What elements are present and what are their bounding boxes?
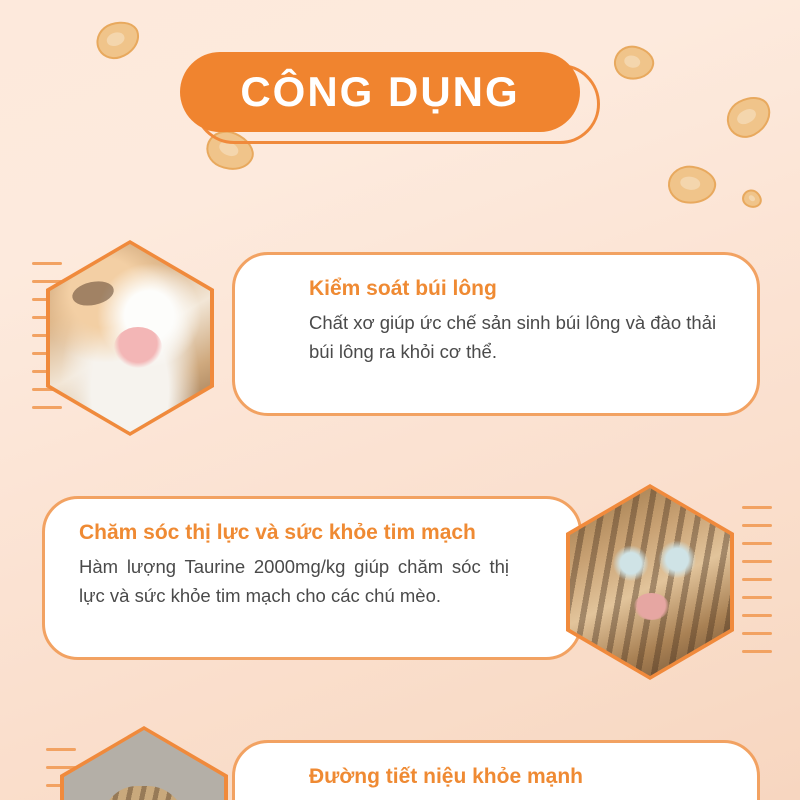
photo-frame	[50, 244, 210, 432]
feature-heading: Kiểm soát búi lông	[309, 277, 497, 300]
photo-image	[64, 730, 224, 800]
kibble-icon	[666, 163, 719, 207]
title-badge	[180, 52, 580, 132]
feature-card-hairball-control	[232, 252, 760, 416]
tabby-cat-portrait-photo	[566, 484, 734, 680]
cat-in-litter-box-photo	[60, 726, 228, 800]
feature-heading: Chăm sóc thị lực và sức khỏe tim mạch	[79, 521, 476, 544]
kibble-icon	[739, 186, 766, 213]
kibble-icon	[92, 16, 145, 64]
photo-frame	[570, 488, 730, 676]
title-text: CÔNG DỤNG	[240, 68, 520, 115]
cat-licking-photo	[46, 240, 214, 436]
photo-frame	[64, 730, 224, 800]
feature-body: Chất xơ giúp ức chế sản sinh búi lông và đào thải búi lông ra khỏi cơ thể.	[309, 312, 717, 362]
kibble-icon	[720, 89, 778, 144]
page-title	[180, 52, 600, 144]
photo-image	[570, 488, 730, 676]
photo-image	[50, 244, 210, 432]
dash-accent-2	[736, 506, 772, 656]
feature-heading: Đường tiết niệu khỏe mạnh	[309, 765, 583, 788]
feature-card-eye-heart-care	[42, 496, 582, 660]
feature-body: Hàm lượng Taurine 2000mg/kg giúp chăm sóc thị lực và sức khỏe tim mạch cho các chú mèo.	[79, 556, 509, 606]
feature-card-urinary-health	[232, 740, 760, 800]
kibble-icon	[611, 42, 657, 84]
